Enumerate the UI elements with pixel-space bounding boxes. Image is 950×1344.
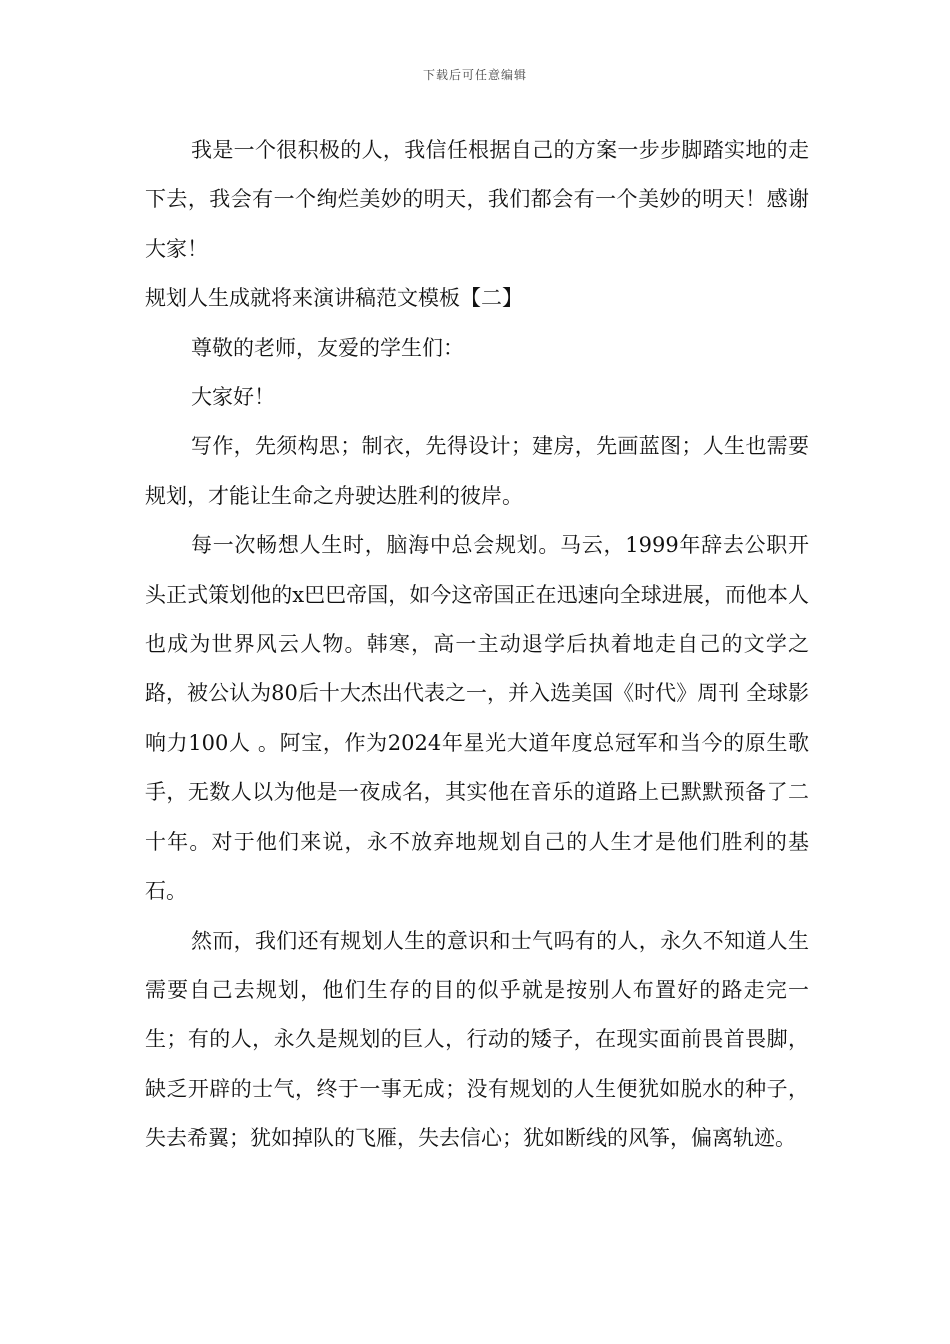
page-header-watermark: 下载后可任意编辑 bbox=[422, 68, 527, 82]
section-heading: 规划人生成就将来演讲稿范文模板【二】 bbox=[145, 286, 523, 311]
paragraph-greeting: 大家好！ bbox=[191, 385, 275, 410]
paragraph-closing: 我是一个很积极的人，我信任根据自己的方案一步步脚踏实地的走下去，我会有一个绚烂美妙的明天，我们都会有一个美妙的明天！感谢大家！ bbox=[145, 138, 809, 261]
paragraph-examples: 每一次畅想人生时，脑海中总会规划。马云，1999年辞去公职开头正式策划他的x巴巴帝国，如今这帝国正在迅速向全球进展，而他本人也成为世界风云人物。韩寒，高一主动退学后执着地走自己的文学之路，被公认为80后十大杰出代表之一，并入选美国《时代》周刊 全球影响力100人 。阿宝，作为2024年星光大道年度总冠军和当今的原生歌手，无数人以为他是一夜成名，其实他在音乐的道路上已默默预备了二十年。对于他们来说，永不放弃地规划自己的人生才是他们胜利的基石。 bbox=[145, 533, 809, 904]
paragraph-salutation: 尊敬的老师，友爱的学生们： bbox=[191, 335, 464, 360]
document-body bbox=[145, 126, 809, 1164]
paragraph-contrast: 然而，我们还有规划人生的意识和士气吗有的人，永久不知道人生需要自己去规划，他们生存的目的似乎就是按别人布置好的路走完一生；有的人，永久是规划的巨人，行动的矮子，在现实面前畏首畏脚，缺乏开辟的士气，终于一事无成；没有规划的人生便犹如脱水的种子，失去希翼；犹如掉队的飞雁，失去信心；犹如断线的风筝，偏离轨迹。 bbox=[145, 928, 809, 1151]
paragraph-intro: 写作，先须构思；制衣，先得设计；建房，先画蓝图；人生也需要规划，才能让生命之舟驶达胜利的彼岸。 bbox=[145, 434, 809, 508]
